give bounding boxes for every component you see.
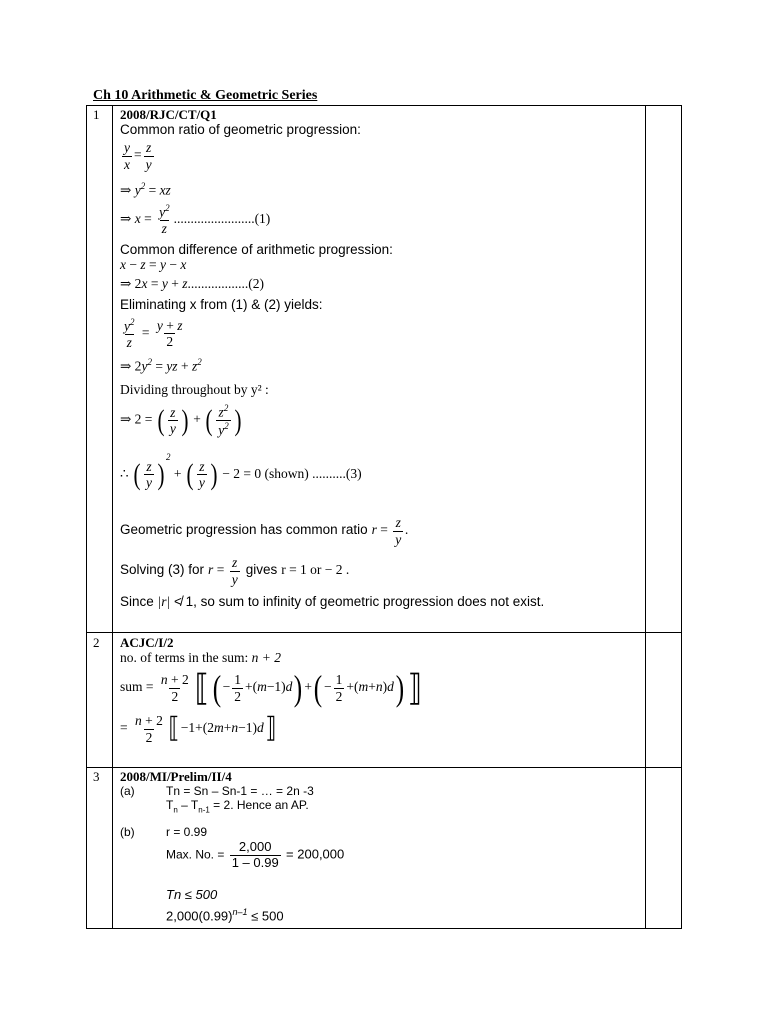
question-source: 2008/RJC/CT/Q1 <box>120 107 217 122</box>
text-line: r = 0.99 <box>166 825 208 839</box>
column-divider <box>645 105 646 929</box>
question-source: 2008/MI/Prelim/II/4 <box>120 769 232 784</box>
equation: $\frac{y^2}{z}$ = $\frac{y + z}{2}$ <box>124 317 183 351</box>
equation: Max. No. = $\frac{2,000}{1 - 0.99}$ = 200,000 <box>166 839 345 870</box>
column-divider <box>112 105 113 929</box>
equation: ⇒ $y^2$ = xz <box>120 181 171 198</box>
equation: Tn ≤ 500 <box>166 887 218 902</box>
equation: ⇒ x = $\frac{y^2}{z}$ ........................(1) <box>120 203 271 237</box>
text-line: Solving (3) for r = $\frac{z}{y}$ gives r = 1 or − 2 . <box>120 555 350 587</box>
table-border-right <box>681 105 682 929</box>
part-label: (b) <box>120 825 135 839</box>
equation: ⇒ 2 = ( $\frac{z}{y}$ ) + ( $\frac{z^2}{y^2}$ ) <box>120 403 242 438</box>
text-line: Geometric progression has common ratio r = $\frac{z}{y}$ . <box>120 515 409 547</box>
equation: x − z = y − x <box>120 257 187 272</box>
question-number: 1 <box>93 107 100 122</box>
equation-tag: ........................(1) <box>173 210 271 226</box>
equation: = $\frac{n + 2}{2}$ ⟦−1+(2m+n−1)d⟧ <box>120 713 277 745</box>
table-border-bottom <box>86 928 682 929</box>
equation: $2,000(0.99)^{n-1} \le 500$ <box>166 907 284 924</box>
equation: ⇒ 2x = y + z..................(2) <box>120 276 264 291</box>
question-number: 3 <box>93 769 100 784</box>
row-divider <box>86 632 682 633</box>
text-line: Dividing throughout by y² : <box>120 382 269 397</box>
equation-tag: ..................(2) <box>187 276 264 291</box>
table-border-top <box>86 105 682 106</box>
equation: ⇒ $2y^2$ = yz + $z^2$ <box>120 357 202 374</box>
text-line: Tn = Sn – Sn-1 = … = 2n -3 <box>166 784 314 798</box>
question-source: ACJC/I/2 <box>120 635 174 650</box>
text-line: no. of terms in the sum: n + 2 <box>120 650 281 665</box>
equation: $\frac{y}{x}$ = $\frac{z}{y}$ <box>124 140 152 172</box>
row-divider <box>86 767 682 768</box>
equation: sum = $\frac{n + 2}{2}$ ⟦( − $\frac{1}{2}$ +(m−1)d) +( − $\frac{1}{2}$ +(m+n)d)⟧ <box>120 668 422 708</box>
part-label: (a) <box>120 784 135 798</box>
question-number: 2 <box>93 635 100 650</box>
page-title: Ch 10 Arithmetic & Geometric Series <box>93 88 318 103</box>
equation: ∴ ( $\frac{z}{y}$ )$^2$ + ( $\frac{z}{y}$ ) − 2 = 0 (shown) ..........(3) <box>120 452 362 491</box>
text-line: $T_n - T_{n-1} = 2$. Hence an AP. <box>166 798 309 815</box>
text-line: Eliminating x from (1) & (2) yields: <box>120 297 323 312</box>
text-line: Common difference of arithmetic progression: <box>120 242 393 257</box>
text-line: Since |r| ≮ 1, so sum to infinity of geometric progression does not exist. <box>120 594 545 609</box>
text-line: Common ratio of geometric progression: <box>120 122 361 137</box>
shown-tag: (shown) ..........(3) <box>264 466 362 481</box>
table-border-left <box>86 105 87 929</box>
